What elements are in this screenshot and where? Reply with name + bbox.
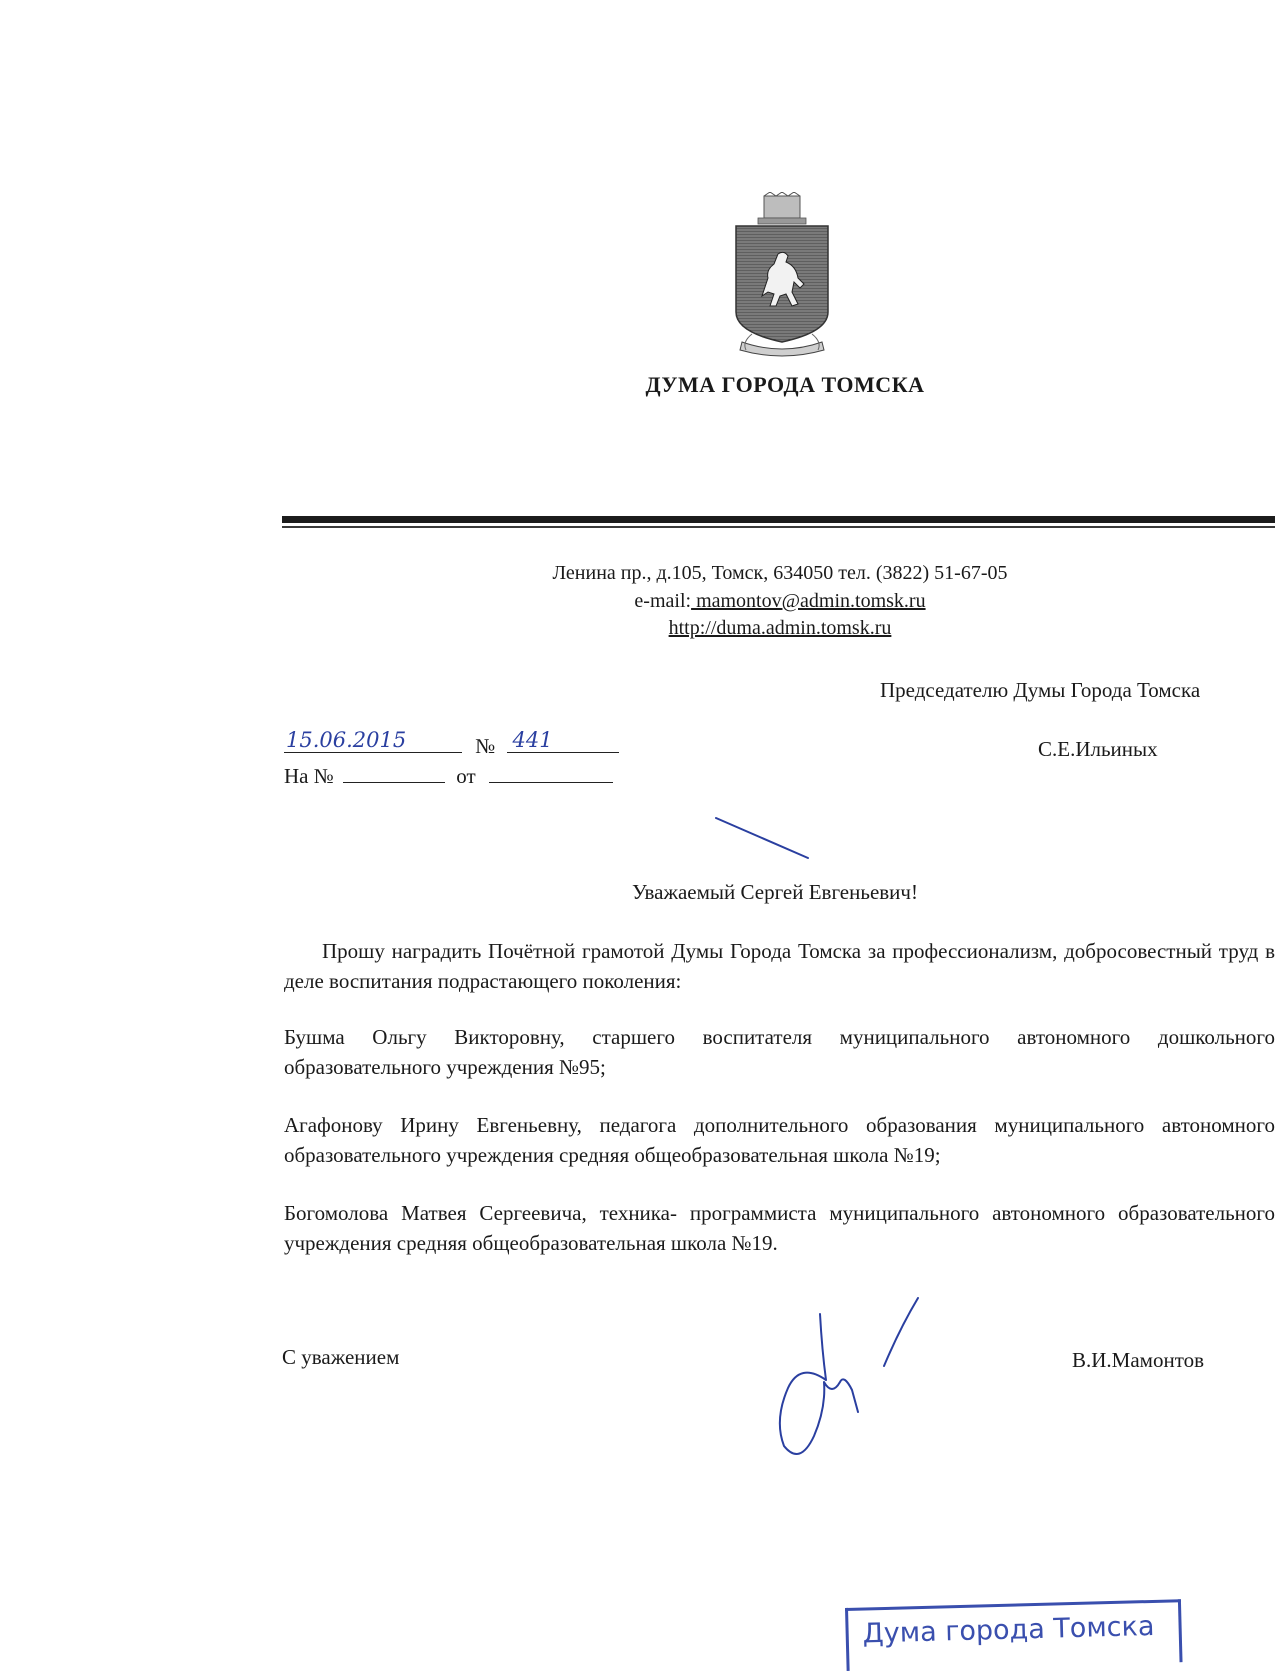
- handwritten-number: 441: [512, 728, 553, 752]
- reply-date-blank: [489, 762, 613, 783]
- recipient-title: Председателю Думы Города Томска: [880, 678, 1201, 702]
- letter-greeting: Уважаемый Сергей Евгеньевич!: [632, 880, 918, 904]
- website-link[interactable]: http://duma.admin.tomsk.ru: [668, 617, 892, 639]
- nominee-paragraph: Агафонову Ирину Евгеньевну, педагога дополнительного образования муниципального автономного образовательного учреждения средняя общеобразовательная школа №19;: [284, 1113, 1275, 1167]
- handwritten-signature-icon: [760, 1270, 940, 1460]
- nominee-paragraph: Бушма Ольгу Викторовну, старшего воспитателя муниципального автономного дошкольного образовательного учреждения №95;: [284, 1025, 1275, 1079]
- signer-name: В.И.Мамонтов: [1072, 1348, 1205, 1372]
- outgoing-reference: [284, 728, 619, 759]
- reply-to-label: На №: [284, 764, 334, 788]
- pen-mark-icon: [700, 810, 830, 870]
- organization-name: ДУМА ГОРОДА ТОМСКА: [645, 372, 925, 397]
- letter-closing: С уважением: [282, 1345, 400, 1369]
- reply-number-blank: [343, 762, 445, 783]
- nominee-paragraph: Богомолова Матвея Сергеевича, техника- программиста муниципального автономного образовательного учреждения средняя общеобразовательная школа №19.: [284, 1201, 1275, 1255]
- reply-reference: [284, 762, 613, 789]
- email-label: e-mail:: [634, 590, 692, 612]
- contact-address: Ленина пр., д.105, Томск, 634050 тел. (3822) 51-67-05: [552, 562, 1008, 584]
- contact-email-line: [420, 590, 1140, 613]
- office-stamp: [845, 1599, 1183, 1671]
- number-label: №: [475, 734, 496, 758]
- header-divider-thick: [282, 516, 1275, 523]
- contact-website-line: [420, 617, 1140, 640]
- number-blank: [507, 728, 619, 753]
- coat-of-arms-icon: [732, 192, 832, 357]
- recipient-name: С.Е.Ильиных: [1038, 737, 1158, 761]
- letter-intro-paragraph: Прошу наградить Почётной грамотой Думы Города Томска за профессионализм, добросовестный труд в деле воспитания подрастающего поколения:: [284, 939, 1275, 993]
- from-label: от: [456, 764, 476, 788]
- stamp-text: Дума города Томска: [862, 1610, 1155, 1650]
- header-divider-thin: [282, 526, 1275, 528]
- handwritten-date: 15.06.2015: [286, 728, 407, 752]
- date-blank: [284, 728, 462, 753]
- email-link[interactable]: mamontov@admin.tomsk.ru: [691, 590, 926, 612]
